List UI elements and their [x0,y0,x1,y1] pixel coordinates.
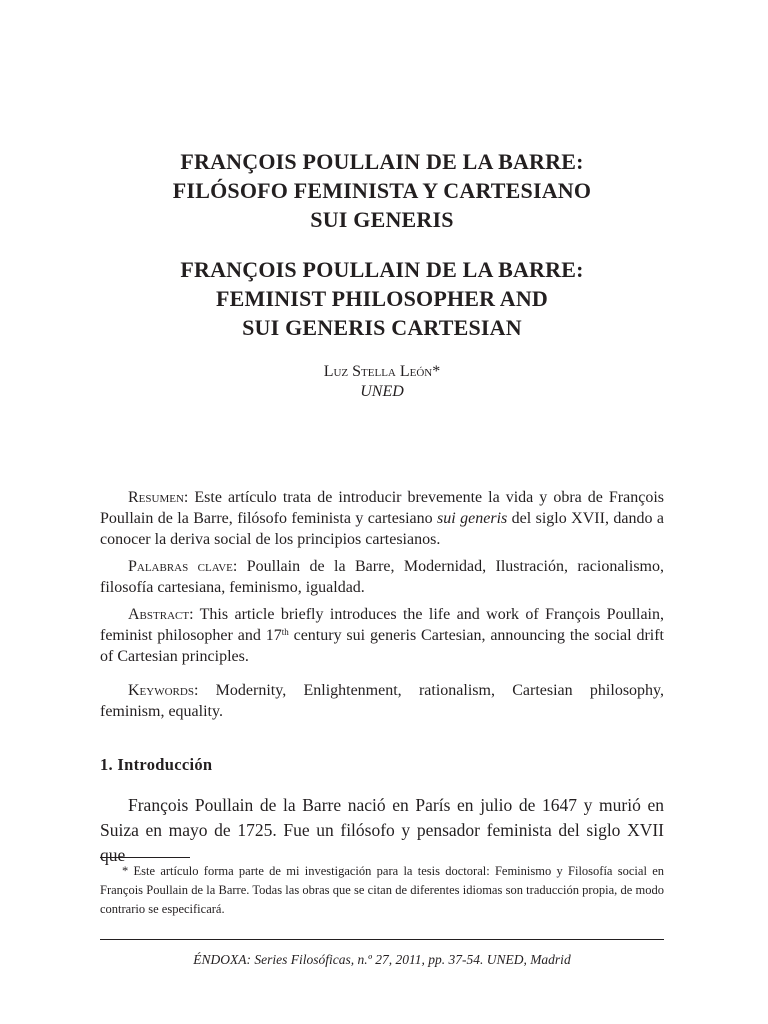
journal-citation: ÉNDOXA: Series Filosóficas, n.º 27, 2011, pp. 37-54. UNED, Madrid [193,952,571,967]
resumen-italic-term: sui generis [437,510,508,527]
resumen-text-a: : Este artículo trata de introducir brevemente la vida y obra de François Poullain de la Barre, filósofo feminista y cartesiano [100,489,664,527]
author-block [100,362,664,402]
keywords-label: Keywords [128,682,194,699]
palabras-clave-paragraph [100,556,664,598]
resumen-text-b: del siglo XVII, dando a conocer la deriva social de los principios cartesianos. [100,510,664,548]
abstract-text-a: : This article briefly introduces the life and work of François Poullain, feminist philosopher and 17 [100,606,664,644]
footnote-divider [100,857,190,858]
title-english [100,255,664,342]
title-en-line-2: FEMINIST PHILOSOPHER AND [215,286,548,311]
abstract-paragraph [100,604,664,667]
footnote-text: * Este artículo forma parte de mi investigación para la tesis doctoral: Feminismo y Filosofía social en François Poullain de la Barre. Todas las obras que se citan de diferentes idiomas son traducción propia, de modo contrario se especificará. [100,864,664,916]
title-en-line-1: FRANÇOIS POULLAIN DE LA BARRE: [180,257,584,282]
title-en-line-3: SUI GENERIS CARTESIAN [242,315,522,340]
title-es-line-2: FILÓSOFO FEMINISTA Y CARTESIANO [172,178,592,203]
title-spanish [100,147,664,234]
title-es-line-3: SUI GENERIS [310,207,454,232]
keywords-paragraph [100,680,664,722]
author-affiliation: UNED [360,383,404,400]
abstract-label: Abstract [128,606,190,623]
title-es-line-1: FRANÇOIS POULLAIN DE LA BARRE: [180,149,584,174]
author-name: Luz Stella León [323,363,433,380]
author-footnote-marker: * [432,363,441,380]
resumen-label: Resumen [128,489,184,506]
footer-block [100,951,664,969]
palabras-clave-label: Palabras clave [128,558,233,575]
section-heading: 1. Introducción [100,755,213,774]
body-text: François Poullain de la Barre nació en París en julio de 1647 y murió en Suiza en mayo de 1725. Fue un filósofo y pensador feminista del siglo XVII que [100,795,664,865]
footnote-block [100,862,664,919]
resumen-paragraph [100,487,664,550]
abstract-text-b: century sui generis Cartesian, announcing the social drift of Cartesian principles. [100,627,664,665]
palabras-clave-text: : Poullain de la Barre, Modernidad, Ilustración, racionalismo, filosofía cartesiana, feminismo, igualdad. [100,558,664,596]
abstract-superscript: th [281,627,289,637]
keywords-text: : Modernity, Enlightenment, rationalism, Cartesian philosophy, feminism, equality. [100,682,664,720]
footer-divider [100,939,664,940]
section-heading-block [100,755,664,775]
